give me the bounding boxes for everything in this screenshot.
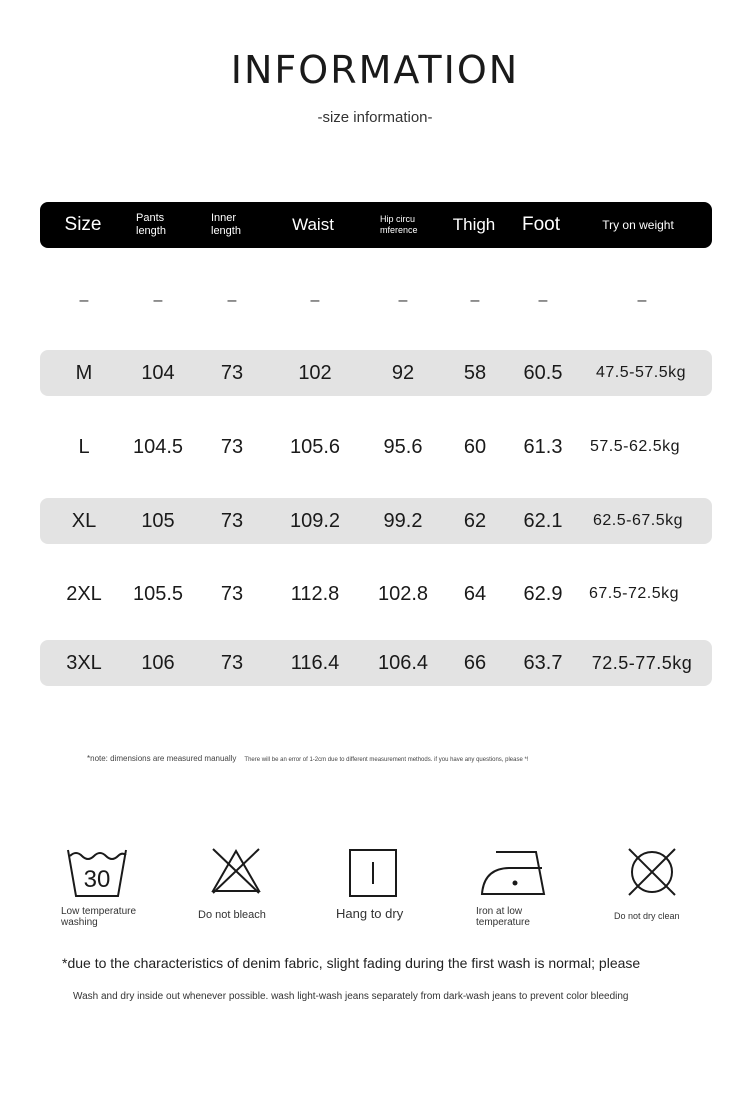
table-cell: 73 — [220, 582, 244, 605]
table-cell: 64 — [463, 582, 487, 605]
table-cell: 95.6 — [383, 435, 423, 458]
care-label-wash-line1: Low temperature — [61, 906, 137, 917]
page-subtitle: -size information- — [317, 109, 433, 126]
table-cell: 73 — [220, 435, 244, 458]
header-pants-line2: length — [136, 225, 166, 237]
hang-to-dry-icon — [348, 848, 398, 898]
table-cell: – — [310, 292, 320, 309]
table-row-m — [40, 350, 712, 396]
table-cell: 62 — [463, 509, 487, 532]
table-cell: 104 — [141, 361, 175, 384]
header-inner-length — [211, 202, 241, 248]
table-cell: 62.9 — [523, 582, 563, 605]
table-cell: 3XL — [66, 651, 102, 674]
header-pants-length — [136, 202, 166, 248]
header-weight: Try on weight — [602, 218, 674, 232]
wash-temperature-text: 30 — [83, 866, 111, 893]
table-row-l — [40, 424, 712, 470]
table-cell: 73 — [220, 651, 244, 674]
table-cell: 102.8 — [377, 582, 429, 605]
footer-wash-instructions: Wash and dry inside out whenever possible. wash light-wash jeans separately from dark-wash jeans to prevent color bleeding — [73, 991, 629, 1002]
table-cell: 105.5 — [132, 582, 184, 605]
table-cell: 60.5 — [523, 361, 563, 384]
placeholder-row — [40, 278, 712, 324]
care-label-wash-line2: washing — [61, 917, 98, 928]
header-hip — [380, 202, 418, 248]
table-cell: 106.4 — [377, 651, 429, 674]
table-cell: – — [398, 292, 408, 309]
table-cell: 57.5-62.5kg — [589, 438, 681, 455]
header-hip-line1: Hip circu — [380, 214, 416, 224]
table-cell: 105.6 — [289, 435, 341, 458]
header-inner-line2: length — [211, 225, 241, 237]
care-label-hang: Hang to dry — [336, 906, 404, 921]
iron-low-temperature-icon — [478, 848, 548, 898]
table-cell: 62.1 — [523, 509, 563, 532]
header-pants-line1: Pants — [136, 212, 165, 224]
table-cell: 92 — [391, 361, 415, 384]
note-part2: There will be an error of 1-2cm due to different measurement methods. if you have any questions, please *! — [244, 757, 529, 763]
table-cell: 73 — [220, 509, 244, 532]
table-cell: XL — [71, 509, 97, 532]
table-cell: – — [538, 292, 548, 309]
table-cell: – — [153, 292, 163, 309]
table-cell: 63.7 — [523, 651, 563, 674]
table-cell: 104.5 — [132, 435, 184, 458]
table-cell: – — [227, 292, 237, 309]
table-row-3xl — [40, 640, 712, 686]
care-label-iron-line1: Iron at low — [476, 906, 523, 917]
table-cell: – — [637, 292, 647, 309]
do-not-bleach-icon — [210, 847, 262, 895]
table-cell: 99.2 — [383, 509, 423, 532]
care-label-bleach: Do not bleach — [198, 909, 266, 921]
table-cell: 61.3 — [523, 435, 563, 458]
table-cell: 106 — [141, 651, 175, 674]
table-header — [40, 202, 712, 248]
table-cell: 73 — [220, 361, 244, 384]
care-label-iron-line2: temperature — [476, 917, 530, 928]
table-cell: 67.5-72.5kg — [588, 585, 680, 602]
do-not-dry-clean-icon — [626, 846, 678, 898]
table-cell: M — [75, 361, 93, 384]
note-part1: *note: dimensions are measured manually — [87, 754, 237, 763]
table-cell: L — [78, 435, 90, 458]
table-cell: 60 — [463, 435, 487, 458]
table-cell: – — [79, 292, 89, 309]
table-cell: 112.8 — [290, 582, 340, 605]
table-cell: 105 — [141, 509, 175, 532]
low-temperature-wash-icon — [66, 846, 130, 900]
header-waist: Waist — [292, 215, 334, 234]
table-cell: 2XL — [66, 582, 102, 605]
page-title: INFORMATION — [230, 48, 520, 92]
care-label-wash — [61, 906, 136, 928]
header-thigh: Thigh — [452, 215, 496, 234]
header-inner-line1: Inner — [211, 212, 237, 224]
header-hip-line2: mference — [380, 225, 418, 235]
table-cell: 72.5-77.5kg — [591, 652, 693, 673]
table-row-2xl — [40, 571, 712, 617]
table-row-xl — [40, 498, 712, 544]
footer-denim-note: *due to the characteristics of denim fabric, slight fading during the first wash is normal; please — [62, 955, 641, 971]
table-cell: 116.4 — [290, 651, 340, 674]
table-cell: 109.2 — [289, 509, 341, 532]
care-label-dry-clean: Do not dry clean — [614, 911, 680, 921]
table-cell: – — [470, 292, 480, 309]
measurement-note — [87, 754, 528, 763]
table-cell: 47.5-57.5kg — [595, 364, 687, 381]
table-cell: 66 — [463, 651, 487, 674]
header-size: Size — [64, 214, 102, 235]
table-cell: 102 — [298, 361, 332, 384]
table-cell: 62.5-67.5kg — [592, 512, 684, 529]
header-foot: Foot — [521, 214, 561, 235]
care-label-iron — [476, 906, 530, 928]
table-cell: 58 — [463, 361, 487, 384]
